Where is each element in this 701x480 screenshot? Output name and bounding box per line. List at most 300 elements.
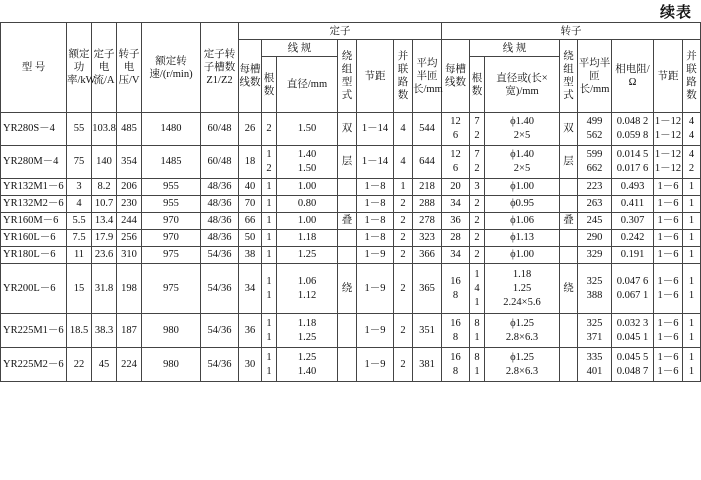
rotor-diameter-line: 2×5 — [513, 130, 531, 141]
speed-cell: 970 — [142, 213, 201, 230]
rotor-diameter-line: ϕ1.06 — [510, 215, 534, 226]
rotor-resistance-line: 0.047 6 — [616, 275, 649, 287]
rotor-parallel-line: 1 — [688, 365, 695, 377]
stator-diameter-line: 1.25 — [297, 351, 317, 363]
stator-avg-len-cell: 351 — [413, 314, 442, 348]
rotor-winding-type-cell — [560, 314, 578, 348]
rotor-pitch-cell — [654, 264, 683, 314]
rotor-diameter-cell — [485, 247, 560, 264]
slots-cell: 48/36 — [201, 230, 239, 247]
power-cell: 11 — [67, 247, 92, 264]
rotor-diameter-line: ϕ0.95 — [510, 198, 534, 209]
header-stator: 定子 — [239, 23, 442, 40]
rotor-diameter-cell — [485, 146, 560, 179]
rotor-turns-line: 12 — [450, 149, 461, 160]
stator-strands-line: 1 — [266, 289, 272, 301]
rotor-resistance-line: 0.493 — [620, 181, 645, 192]
model-cell: YR160M－6 — [1, 213, 67, 230]
rotor-avg-len-cell — [578, 213, 612, 230]
stator-parallel-cell: 2 — [394, 213, 413, 230]
rotor-resistance-cell — [612, 113, 654, 146]
rotor-parallel-cell — [683, 146, 701, 179]
rotor-turns-cell — [442, 348, 470, 382]
rotor-resistance-cell — [612, 196, 654, 213]
table-row — [1, 230, 701, 247]
rotor-turns-line: 6 — [452, 163, 459, 174]
rotor-pitch-cell — [654, 113, 683, 146]
rotor-turns-line: 6 — [452, 130, 459, 141]
rotor-diameter-line: ϕ1.40 — [510, 149, 534, 160]
table-body — [1, 113, 701, 382]
rotor-diameter-line: ϕ1.25 — [510, 351, 534, 363]
stator-avg-len-cell: 288 — [413, 196, 442, 213]
table-row — [1, 348, 701, 382]
stator-parallel-cell: 2 — [394, 247, 413, 264]
rotor-turns-line: 28 — [450, 232, 461, 243]
header-rotor-parallel: 并联路数 — [683, 40, 701, 113]
stator-diameter-line: 1.00 — [297, 181, 317, 192]
speed-cell: 975 — [142, 264, 201, 314]
slots-cell: 54/36 — [201, 247, 239, 264]
model-cell: YR280S－4 — [1, 113, 67, 146]
rotor-diameter-line: ϕ1.40 — [510, 116, 534, 127]
rotor-turns-line: 20 — [450, 181, 461, 192]
model-cell: YR132M2－6 — [1, 196, 67, 213]
rotor-strands-cell — [470, 179, 485, 196]
stator-winding-type-cell — [338, 348, 357, 382]
stator-avg-len-cell: 218 — [413, 179, 442, 196]
stator-avg-len-cell: 323 — [413, 230, 442, 247]
rotor-parallel-line: 1 — [688, 215, 695, 226]
rotor-strands-cell — [470, 230, 485, 247]
rotor-parallel-line: 2 — [688, 163, 695, 174]
rotor-winding-type-cell: 双 — [560, 113, 578, 146]
stator-pitch-cell: 1－8 — [357, 196, 394, 213]
rotor-turns-cell — [442, 264, 470, 314]
continuation-label: 续表 — [659, 4, 692, 21]
rotor-resistance-line: 0.048 7 — [616, 365, 649, 377]
rotor-resistance-line: 0.032 3 — [616, 317, 649, 329]
rotor-winding-type-cell: 叠 — [560, 213, 578, 230]
speed-cell: 980 — [142, 314, 201, 348]
rotor-avg-len-line: 371 — [586, 331, 603, 343]
rotor-strands-line: 2 — [474, 163, 480, 174]
rotor-strands-cell — [470, 264, 485, 314]
current-cell: 45 — [92, 348, 117, 382]
stator-strands-line: 2 — [266, 163, 272, 174]
current-cell: 38.3 — [92, 314, 117, 348]
rotor-strands-cell — [470, 113, 485, 146]
voltage-cell: 230 — [117, 196, 142, 213]
current-cell: 103.8 — [92, 113, 117, 146]
stator-parallel-cell: 4 — [394, 146, 413, 179]
stator-pitch-cell: 1－14 — [357, 113, 394, 146]
model-cell: YR132M1－6 — [1, 179, 67, 196]
stator-strands-cell — [262, 196, 277, 213]
slots-cell: 54/36 — [201, 314, 239, 348]
rotor-strands-line: 2 — [474, 249, 480, 260]
stator-avg-len-cell: 381 — [413, 348, 442, 382]
stator-strands-cell — [262, 146, 277, 179]
rotor-resistance-line: 0.045 5 — [616, 351, 649, 363]
stator-winding-type-cell: 绕 — [338, 264, 357, 314]
current-cell: 13.4 — [92, 213, 117, 230]
rotor-winding-type-cell: 绕 — [560, 264, 578, 314]
power-cell: 5.5 — [67, 213, 92, 230]
rotor-turns-cell — [442, 196, 470, 213]
slots-cell: 54/36 — [201, 348, 239, 382]
header-stator-strands: 根数 — [262, 57, 277, 113]
stator-avg-len-cell: 366 — [413, 247, 442, 264]
stator-strands-line: 1 — [266, 317, 272, 329]
stator-parallel-cell: 2 — [394, 348, 413, 382]
rotor-strands-cell — [470, 247, 485, 264]
rotor-strands-line: 2 — [474, 130, 480, 141]
rotor-strands-line: 1 — [474, 331, 480, 343]
stator-diameter-line: 1.25 — [297, 331, 317, 343]
stator-diameter-cell — [277, 146, 338, 179]
stator-turns-cell: 30 — [239, 348, 262, 382]
rotor-avg-len-line: 662 — [586, 163, 603, 174]
rotor-resistance-line: 0.014 5 — [616, 149, 649, 160]
rotor-resistance-cell — [612, 264, 654, 314]
stator-diameter-line: 1.40 — [297, 149, 317, 160]
table-row — [1, 213, 701, 230]
rotor-turns-cell — [442, 314, 470, 348]
stator-strands-line: 1 — [266, 249, 272, 260]
rotor-winding-type-cell — [560, 196, 578, 213]
model-cell: YR280M－4 — [1, 146, 67, 179]
motor-winding-table — [0, 22, 701, 382]
rotor-parallel-line: 1 — [688, 351, 695, 363]
rotor-winding-type-cell — [560, 230, 578, 247]
rotor-strands-line: 1 — [474, 365, 480, 377]
rotor-turns-line: 16 — [450, 275, 461, 287]
rotor-parallel-line: 1 — [688, 331, 695, 343]
rotor-winding-type-cell — [560, 348, 578, 382]
table-row — [1, 314, 701, 348]
rotor-diameter-cell — [485, 196, 560, 213]
power-cell: 75 — [67, 146, 92, 179]
rotor-pitch-cell — [654, 213, 683, 230]
stator-diameter-line: 1.06 — [297, 275, 317, 287]
rotor-diameter-line: 1.25 — [512, 282, 532, 294]
rotor-pitch-line: 1－6 — [657, 181, 679, 192]
voltage-cell: 354 — [117, 146, 142, 179]
current-cell: 10.7 — [92, 196, 117, 213]
rotor-parallel-cell — [683, 196, 701, 213]
rotor-strands-line: 2 — [474, 198, 480, 209]
header-rotor-avg-len: 平均半匝长/mm — [578, 40, 612, 113]
stator-diameter-line: 1.18 — [297, 317, 317, 329]
model-cell: YR225M1－6 — [1, 314, 67, 348]
rotor-parallel-line: 1 — [688, 198, 695, 209]
stator-turns-cell: 70 — [239, 196, 262, 213]
stator-diameter-cell — [277, 179, 338, 196]
rotor-avg-len-line: 329 — [586, 249, 603, 260]
rotor-parallel-line: 1 — [688, 289, 695, 301]
stator-winding-type-cell: 层 — [338, 146, 357, 179]
table-row — [1, 146, 701, 179]
voltage-cell: 485 — [117, 113, 142, 146]
stator-turns-cell: 34 — [239, 264, 262, 314]
rotor-pitch-cell — [654, 230, 683, 247]
stator-diameter-cell — [277, 113, 338, 146]
header-rated-speed: 额定转速/(r/min) — [142, 23, 201, 113]
header-stator-current: 定子电流/A — [92, 23, 117, 113]
rotor-strands-line: 7 — [474, 116, 480, 127]
rotor-avg-len-cell — [578, 146, 612, 179]
slots-cell: 60/48 — [201, 113, 239, 146]
rotor-avg-len-line: 245 — [586, 215, 603, 226]
rotor-strands-cell — [470, 196, 485, 213]
header-rotor-turns: 每槽线数 — [442, 40, 470, 113]
rotor-resistance-line: 0.191 — [620, 249, 645, 260]
rotor-avg-len-cell — [578, 230, 612, 247]
rotor-strands-line: 2 — [474, 215, 480, 226]
rotor-parallel-line: 4 — [688, 130, 695, 141]
rotor-pitch-line: 1－6 — [657, 249, 679, 260]
rotor-pitch-line: 1－12 — [654, 163, 682, 174]
stator-diameter-cell — [277, 264, 338, 314]
rotor-pitch-line: 1－6 — [657, 317, 679, 329]
rotor-resistance-cell — [612, 146, 654, 179]
stator-pitch-cell: 1－8 — [357, 179, 394, 196]
rotor-resistance-line: 0.067 1 — [616, 289, 649, 301]
speed-cell: 1485 — [142, 146, 201, 179]
rotor-pitch-line: 1－6 — [657, 198, 679, 209]
power-cell: 55 — [67, 113, 92, 146]
stator-diameter-line: 1.40 — [297, 365, 317, 377]
stator-strands-line: 1 — [266, 181, 272, 192]
rotor-pitch-cell — [654, 314, 683, 348]
current-cell: 23.6 — [92, 247, 117, 264]
rotor-diameter-cell — [485, 348, 560, 382]
rotor-parallel-cell — [683, 348, 701, 382]
current-cell: 8.2 — [92, 179, 117, 196]
rotor-pitch-cell — [654, 247, 683, 264]
stator-parallel-cell: 2 — [394, 196, 413, 213]
stator-diameter-line: 1.50 — [297, 163, 317, 174]
rotor-avg-len-line: 290 — [586, 232, 603, 243]
header-stator-wire: 线 规 — [262, 40, 338, 57]
current-cell: 17.9 — [92, 230, 117, 247]
rotor-avg-len-line: 388 — [586, 289, 603, 301]
stator-diameter-line: 1.18 — [297, 232, 317, 243]
rotor-diameter-cell — [485, 113, 560, 146]
speed-cell: 980 — [142, 348, 201, 382]
header-stator-pitch: 节距 — [357, 40, 394, 113]
stator-strands-cell — [262, 213, 277, 230]
stator-strands-cell — [262, 230, 277, 247]
header-rotor-diameter: 直径或(长×宽)/mm — [485, 57, 560, 113]
stator-strands-cell — [262, 264, 277, 314]
rotor-diameter-line: 2.24×5.6 — [503, 296, 541, 308]
stator-avg-len-cell: 544 — [413, 113, 442, 146]
rotor-turns-line: 8 — [452, 331, 459, 343]
stator-turns-cell: 50 — [239, 230, 262, 247]
rotor-turns-cell — [442, 113, 470, 146]
stator-diameter-cell — [277, 230, 338, 247]
stator-diameter-line: 1.00 — [297, 215, 317, 226]
voltage-cell: 244 — [117, 213, 142, 230]
rotor-pitch-cell — [654, 348, 683, 382]
stator-diameter-cell — [277, 247, 338, 264]
stator-turns-cell: 36 — [239, 314, 262, 348]
stator-strands-line: 1 — [266, 275, 272, 287]
voltage-cell: 256 — [117, 230, 142, 247]
table-row — [1, 179, 701, 196]
rotor-turns-line: 16 — [450, 351, 461, 363]
stator-strands-line: 1 — [266, 232, 272, 243]
model-cell: YR225M2－6 — [1, 348, 67, 382]
stator-turns-cell: 18 — [239, 146, 262, 179]
stator-winding-type-cell: 叠 — [338, 213, 357, 230]
stator-pitch-cell: 1－9 — [357, 314, 394, 348]
rotor-avg-len-line: 325 — [586, 275, 603, 287]
rotor-strands-cell — [470, 348, 485, 382]
rotor-avg-len-cell — [578, 179, 612, 196]
stator-pitch-cell: 1－9 — [357, 264, 394, 314]
stator-winding-type-cell — [338, 179, 357, 196]
speed-cell: 955 — [142, 196, 201, 213]
rotor-diameter-cell — [485, 213, 560, 230]
header-rated-power: 额定功率/kW — [67, 23, 92, 113]
stator-strands-cell — [262, 247, 277, 264]
table-row — [1, 113, 701, 146]
rotor-turns-cell — [442, 179, 470, 196]
rotor-avg-len-line: 401 — [586, 365, 603, 377]
rotor-avg-len-cell — [578, 247, 612, 264]
header-rotor-wire: 线 规 — [470, 40, 560, 57]
stator-turns-cell: 38 — [239, 247, 262, 264]
header-rotor-winding-type: 绕组型式 — [560, 40, 578, 113]
stator-strands-line: 1 — [266, 198, 272, 209]
rotor-avg-len-cell — [578, 264, 612, 314]
stator-strands-line: 2 — [266, 123, 272, 134]
rotor-diameter-line: ϕ1.00 — [510, 181, 534, 192]
power-cell: 7.5 — [67, 230, 92, 247]
slots-cell: 48/36 — [201, 179, 239, 196]
model-cell: YR180L－6 — [1, 247, 67, 264]
stator-pitch-cell: 1－8 — [357, 213, 394, 230]
rotor-turns-line: 12 — [450, 116, 461, 127]
rotor-strands-cell — [470, 213, 485, 230]
stator-avg-len-cell: 365 — [413, 264, 442, 314]
stator-parallel-cell: 2 — [394, 314, 413, 348]
rotor-resistance-cell — [612, 179, 654, 196]
rotor-parallel-line: 1 — [688, 181, 695, 192]
rotor-strands-line: 3 — [474, 181, 480, 192]
rotor-avg-len-line: 263 — [586, 198, 603, 209]
rotor-diameter-line: 2.8×6.3 — [505, 365, 539, 377]
stator-winding-type-cell: 双 — [338, 113, 357, 146]
power-cell: 18.5 — [67, 314, 92, 348]
header-stator-winding-type: 绕组型式 — [338, 40, 357, 113]
rotor-pitch-cell — [654, 196, 683, 213]
stator-pitch-cell: 1－14 — [357, 146, 394, 179]
stator-diameter-line: 1.12 — [297, 289, 317, 301]
header-rotor-pitch: 节距 — [654, 40, 683, 113]
rotor-avg-len-line: 335 — [586, 351, 603, 363]
header-rotor-strands: 根数 — [470, 57, 485, 113]
rotor-avg-len-line: 223 — [586, 181, 603, 192]
stator-pitch-cell: 1－9 — [357, 348, 394, 382]
header-stator-parallel: 并联路数 — [394, 40, 413, 113]
stator-diameter-cell — [277, 196, 338, 213]
rotor-avg-len-line: 325 — [586, 317, 603, 329]
rotor-resistance-cell — [612, 247, 654, 264]
rotor-pitch-line: 1－6 — [657, 275, 679, 287]
rotor-winding-type-cell — [560, 247, 578, 264]
voltage-cell: 206 — [117, 179, 142, 196]
voltage-cell: 224 — [117, 348, 142, 382]
stator-turns-cell: 66 — [239, 213, 262, 230]
stator-strands-line: 1 — [266, 331, 272, 343]
rotor-winding-type-cell — [560, 179, 578, 196]
rotor-diameter-line: ϕ1.13 — [510, 232, 534, 243]
rotor-resistance-cell — [612, 314, 654, 348]
stator-strands-line: 1 — [266, 149, 272, 160]
rotor-diameter-line: ϕ1.25 — [510, 317, 534, 329]
rotor-avg-len-line: 599 — [586, 149, 603, 160]
slots-cell: 54/36 — [201, 264, 239, 314]
rotor-avg-len-cell — [578, 314, 612, 348]
stator-diameter-line: 0.80 — [297, 198, 317, 209]
speed-cell: 975 — [142, 247, 201, 264]
rotor-turns-line: 34 — [450, 198, 461, 209]
rotor-strands-line: 2 — [474, 232, 480, 243]
stator-winding-type-cell — [338, 230, 357, 247]
rotor-pitch-line: 1－6 — [657, 215, 679, 226]
rotor-parallel-line: 1 — [688, 249, 695, 260]
rotor-avg-len-line: 499 — [586, 116, 603, 127]
stator-turns-cell: 40 — [239, 179, 262, 196]
rotor-parallel-line: 4 — [688, 116, 695, 127]
stator-diameter-line: 1.25 — [297, 249, 317, 260]
rotor-resistance-cell — [612, 348, 654, 382]
rotor-strands-line: 4 — [474, 282, 480, 294]
header-stator-turns: 每槽线数 — [239, 40, 262, 113]
voltage-cell: 310 — [117, 247, 142, 264]
power-cell: 15 — [67, 264, 92, 314]
stator-diameter-cell — [277, 348, 338, 382]
table-row — [1, 247, 701, 264]
rotor-diameter-line: 2.8×6.3 — [505, 331, 539, 343]
stator-pitch-cell: 1－8 — [357, 230, 394, 247]
stator-parallel-cell: 1 — [394, 179, 413, 196]
rotor-pitch-line: 1－12 — [654, 149, 682, 160]
stator-diameter-line: 1.50 — [297, 123, 317, 134]
rotor-parallel-cell — [683, 314, 701, 348]
rotor-diameter-cell — [485, 314, 560, 348]
rotor-turns-cell — [442, 230, 470, 247]
stator-winding-type-cell — [338, 247, 357, 264]
current-cell: 31.8 — [92, 264, 117, 314]
voltage-cell: 198 — [117, 264, 142, 314]
rotor-avg-len-cell — [578, 348, 612, 382]
rotor-winding-type-cell: 层 — [560, 146, 578, 179]
voltage-cell: 187 — [117, 314, 142, 348]
rotor-turns-line: 16 — [450, 317, 461, 329]
rotor-diameter-cell — [485, 264, 560, 314]
stator-strands-line: 1 — [266, 351, 272, 363]
power-cell: 4 — [67, 196, 92, 213]
slots-cell: 48/36 — [201, 213, 239, 230]
table-row — [1, 196, 701, 213]
model-cell: YR200L－6 — [1, 264, 67, 314]
header-model: 型 号 — [1, 23, 67, 113]
